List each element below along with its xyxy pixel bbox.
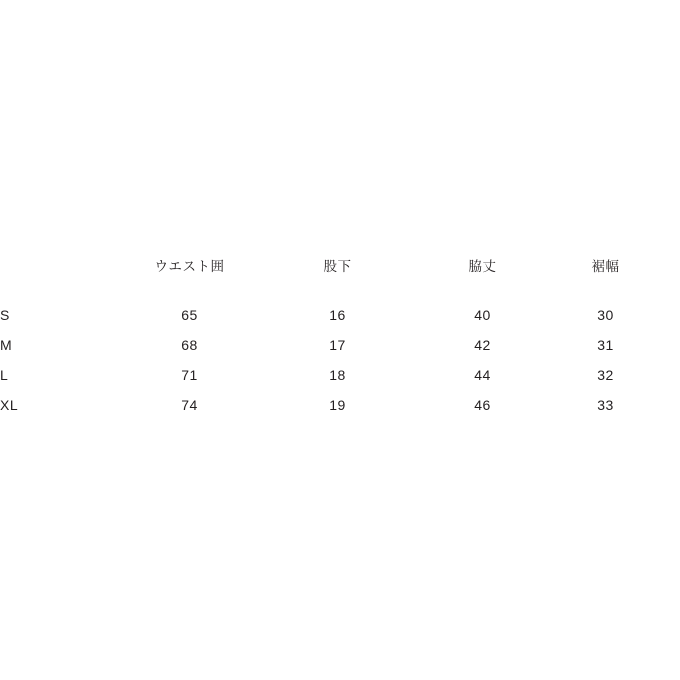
cell-l-waist: 71 (181, 367, 198, 383)
cell-s-hem-width: 30 (597, 307, 614, 323)
table-header-row (0, 252, 680, 282)
row-label-m: M (0, 337, 13, 353)
cell-m-inseam: 17 (329, 337, 346, 353)
column-header-inseam: 股下 (323, 259, 352, 274)
cell-l-inseam: 18 (329, 367, 346, 383)
cell-l-hem-width: 32 (597, 367, 614, 383)
row-label-s: S (0, 307, 10, 323)
cell-l-side-length: 44 (474, 367, 491, 383)
cell-xl-inseam: 19 (329, 397, 346, 413)
column-header-waist: ウエスト囲 (154, 259, 225, 274)
cell-xl-side-length: 46 (474, 397, 491, 413)
cell-m-waist: 68 (181, 337, 198, 353)
cell-xl-hem-width: 33 (597, 397, 614, 413)
cell-m-hem-width: 31 (597, 337, 614, 353)
table-row (0, 360, 680, 390)
spacer-cell (555, 282, 680, 300)
cell-xl-waist: 74 (181, 397, 198, 413)
row-label-xl: XL (0, 397, 19, 413)
cell-s-side-length: 40 (474, 307, 491, 323)
spacer-cell (410, 282, 555, 300)
spacer-cell (120, 282, 265, 300)
cell-s-inseam: 16 (329, 307, 346, 323)
spacer-cell (0, 282, 120, 300)
column-header-side-length: 脇丈 (468, 259, 497, 274)
spacer-cell (265, 282, 410, 300)
table-body (0, 300, 680, 420)
table-row (0, 390, 680, 420)
column-header-hem-width: 裾幅 (591, 259, 620, 274)
table-row (0, 300, 680, 330)
header-corner-blank (0, 252, 120, 282)
size-chart-table (0, 252, 680, 420)
header-spacer-row (0, 282, 680, 300)
row-label-l: L (0, 367, 9, 383)
table-header (0, 252, 680, 300)
cell-m-side-length: 42 (474, 337, 491, 353)
table-row (0, 330, 680, 360)
cell-s-waist: 65 (181, 307, 198, 323)
